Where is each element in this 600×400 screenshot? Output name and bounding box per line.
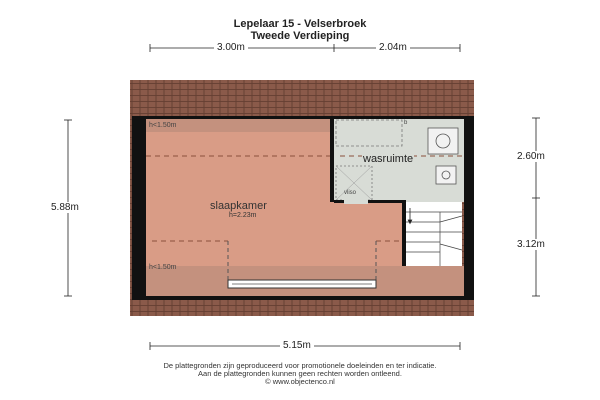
bedroom-name: slaapkamer (210, 200, 267, 212)
low-height-top-note: h<1.50m (149, 122, 177, 129)
dim-right-bottom: 3.12m (514, 239, 548, 250)
bedroom-floor-extension (332, 200, 404, 266)
low-height-bottom-note: h<1.50m (149, 264, 177, 271)
boiler (436, 166, 456, 184)
vliso-label: vliso (344, 190, 357, 196)
footer-copyright: © www.objectenco.nl (265, 377, 335, 386)
footer-disclaimer-2: Aan de plattegronden kunnen geen rechten worden ontleend. (198, 369, 402, 378)
footer-disclaimer-1: De plattegronden zijn geproduceerd voor promotionele doeleinden en ter indicatie. (163, 361, 437, 370)
staircase (404, 202, 462, 266)
bedroom-height: h=2.23m (229, 212, 257, 219)
dim-bottom: 5.15m (280, 340, 314, 351)
dim-left: 5.88m (48, 202, 82, 213)
dim-top-left: 3.00m (214, 42, 248, 53)
plan-floor-name: Tweede Verdieping (250, 30, 350, 42)
laundry-name: wasruimte (363, 153, 414, 165)
dim-right-top: 2.60m (514, 151, 548, 162)
plan-address: Lepelaar 15 - Velserbroek (233, 18, 367, 30)
dim-top-right: 2.04m (376, 42, 410, 53)
washing-machine (428, 128, 458, 154)
b-label: b (404, 120, 408, 126)
